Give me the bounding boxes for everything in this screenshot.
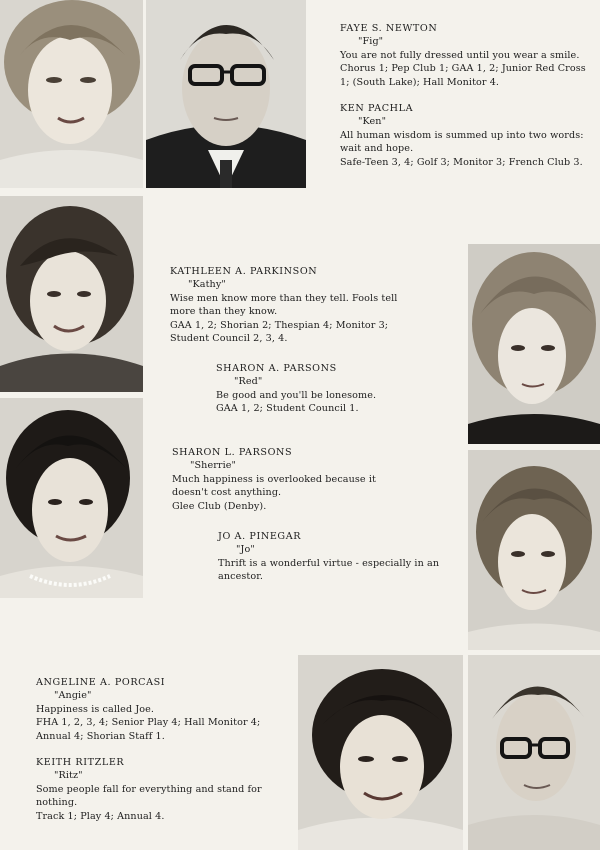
student-name: KEN PACHLA — [340, 103, 414, 114]
entry-keith-ritzler — [36, 756, 272, 823]
student-quote: All human wisdom is summed up into two words: wait and hope. — [340, 129, 584, 155]
student-activities: GAA 1, 2; Shorian 2; Thespian 4; Monitor 3; Student Council 2, 3, 4. — [170, 319, 389, 345]
student-quote: Thrift is a wonderful virtue - especially in an ancestor. — [218, 557, 440, 583]
student-name: SHARON L. PARSONS — [172, 447, 293, 458]
student-nickname: "Kathy" — [188, 279, 226, 291]
student-nickname: "Jo" — [236, 544, 255, 556]
student-nickname: "Fig" — [358, 36, 384, 48]
entry-faye-newton — [340, 22, 590, 89]
student-nickname: "Angie" — [54, 690, 92, 702]
student-quote: Be good and you'll be lonesome. — [216, 389, 377, 401]
photo-faye-newton — [0, 0, 143, 188]
student-name: FAYE S. NEWTON — [340, 23, 438, 34]
student-activities: FHA 1, 2, 3, 4; Senior Play 4; Hall Monitor 4; Annual 4; Shorian Staff 1. — [36, 717, 261, 742]
student-activities: Glee Club (Denby). — [172, 500, 267, 512]
student-nickname: "Sherrie" — [190, 460, 237, 472]
student-name: JO A. PINEGAR — [218, 531, 302, 542]
student-activities: Chorus 1; Pep Club 1; GAA 1, 2; Junior Red Cross 1; (South Lake); Hall Monitor 4. — [340, 63, 586, 88]
student-name: ANGELINE A. PORCASI — [36, 677, 166, 688]
entry-kathleen-parkinson — [170, 265, 402, 345]
photo-jo-pinegar — [468, 450, 600, 650]
entry-jo-pinegar — [218, 530, 446, 584]
student-quote: Happiness is called Joe. — [36, 703, 155, 715]
student-name: KATHLEEN A. PARKINSON — [170, 266, 318, 277]
entry-sharon-l-parsons — [172, 446, 412, 513]
student-activities: GAA 1, 2; Student Council 1. — [216, 403, 359, 415]
photo-kathleen-parkinson — [0, 196, 143, 392]
student-nickname: "Red" — [234, 376, 263, 388]
entry-angeline-porcasi — [36, 676, 284, 743]
student-activities: Track 1; Play 4; Annual 4. — [36, 810, 165, 822]
student-nickname: "Ritz" — [54, 770, 83, 782]
student-name: SHARON A. PARSONS — [216, 363, 337, 374]
student-quote: Much happiness is overlooked because it doesn't cost anything. — [172, 473, 376, 499]
photo-keith-ritzler — [468, 655, 600, 850]
photo-angeline-porcasi — [298, 655, 463, 850]
entry-sharon-a-parsons — [216, 362, 436, 416]
student-quote: Some people fall for everything and stand for nothing. — [36, 783, 262, 809]
student-quote: You are not fully dressed until you wear a smile. — [340, 49, 580, 61]
entry-ken-pachla — [340, 102, 598, 169]
student-quote: Wise men know more than they tell. Fools tell more than they know. — [170, 292, 398, 318]
photo-sharon-a-parsons — [468, 244, 600, 444]
student-activities: Safe-Teen 3, 4; Golf 3; Monitor 3; French Club 3. — [340, 156, 583, 168]
photo-sharon-l-parsons — [0, 398, 143, 598]
student-name: KEITH RITZLER — [36, 757, 125, 768]
photo-ken-pachla — [146, 0, 306, 188]
student-nickname: "Ken" — [358, 116, 387, 128]
